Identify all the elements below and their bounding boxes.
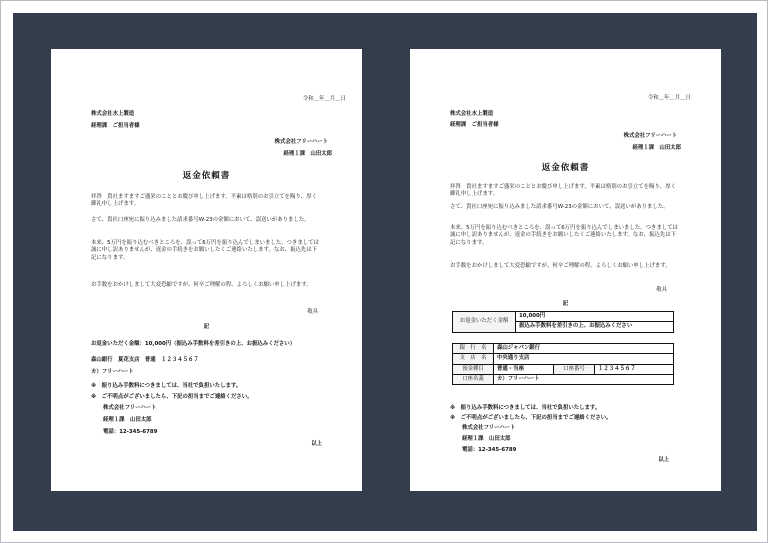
body-paragraph-4: お手数をおかけしまして大変恐縮ですが、何卒ご理解の程、よろしくお願い申し上げます。 bbox=[91, 282, 312, 288]
date: 令和＿年＿月＿日 bbox=[302, 96, 346, 102]
ijou: 以上 bbox=[658, 457, 669, 463]
refund-request-document-left bbox=[51, 49, 362, 491]
bank-name-label: 銀 行 名 bbox=[453, 344, 494, 354]
sender-person: 経理１課 山田太郎 bbox=[632, 145, 681, 151]
bank-name-value: 森山ジャパン銀行 bbox=[494, 344, 674, 354]
note-fee: ※ 振り込み手数料につきましては、当社で負担いたします。 bbox=[450, 405, 601, 411]
ki-heading: 記 bbox=[562, 301, 569, 307]
recipient-company: 株式会社水上製造 bbox=[91, 111, 135, 117]
recipient-person: 経理課 ご担当者様 bbox=[450, 122, 499, 128]
account-holder-label: 口座名義 bbox=[453, 374, 494, 384]
contact-company: 株式会社フリーハート bbox=[103, 405, 157, 411]
bank-line: 森山銀行 夏花支店 普通 １２３４５６７ bbox=[91, 357, 199, 363]
document-title: 返金依頼書 bbox=[182, 171, 231, 181]
note-contact: ※ ご不明点がございましたら、下記の担当までご連絡ください。 bbox=[91, 394, 253, 400]
keigu: 敬具 bbox=[307, 309, 318, 315]
account-number-label: 口座番号 bbox=[553, 364, 594, 374]
body-paragraph-2: さて、貴社口座宛に振り込みました請求番号W-23の金額において、誤送いがありました。 bbox=[450, 204, 669, 210]
contact-person: 経理１課 山田太郎 bbox=[462, 436, 511, 442]
body-paragraph-2: さて、貴社口座宛に振り込みました請求番号W-23の金額において、誤送いがありました。 bbox=[91, 217, 310, 223]
refund-request-document-right bbox=[410, 49, 721, 491]
account-holder-value: カ）フリーハート bbox=[494, 374, 674, 384]
account-type-value: 普通・当座 bbox=[494, 364, 554, 374]
bank-info-table bbox=[452, 343, 674, 385]
amount-line: お返金いただく金額：10,000円（振込み手数料を差引きの上、お振込みください） bbox=[91, 341, 296, 347]
contact-phone: 電話：12-345-6789 bbox=[103, 429, 158, 435]
amount-table bbox=[452, 311, 674, 333]
sender-person: 経理１課 山田太郎 bbox=[283, 151, 332, 157]
branch-name-label: 支 店 名 bbox=[453, 354, 494, 364]
contact-person: 経理１課 山田太郎 bbox=[103, 417, 152, 423]
amount-note: 振込み手数料を差引きの上、お振込みください bbox=[516, 322, 674, 332]
amount-value: 10,000円 bbox=[516, 312, 674, 322]
body-paragraph-1: 拝啓 貴社ますますご盛栄のこととお慶び申し上げます。平素は格別のお引立てを賜り、厚く御礼申し上げます。 bbox=[91, 194, 317, 208]
body-paragraph-3: 本来、5万円を振り込むべきところを、誤って6万円を振り込んでしまいました。つきましては誠に申し訳ありませんが、返金の手続きをお願いしたくご連絡いたします。なお、振込先は下記になります。 bbox=[91, 240, 319, 261]
contact-phone: 電話：12-345-6789 bbox=[462, 447, 517, 453]
account-name: カ）フリーハート bbox=[91, 369, 134, 375]
date: 令和＿年＿月＿日 bbox=[647, 95, 691, 101]
body-paragraph-4: お手数をおかけしまして大変恐縮ですが、何卒ご理解の程、よろしくお願い申し上げます。 bbox=[450, 263, 671, 269]
note-fee: ※ 振り込み手数料につきましては、当社で負担いたします。 bbox=[91, 383, 242, 389]
body-paragraph-1: 拝啓 貴社ますますご盛栄のこととお慶び申し上げます。平素は格別のお引立てを賜り、厚く御礼申し上げます。 bbox=[450, 184, 676, 198]
keigu: 敬具 bbox=[656, 287, 667, 293]
ki-heading: 記 bbox=[203, 324, 210, 330]
sender-company: 株式会社フリーハート bbox=[623, 133, 677, 139]
sender-company: 株式会社フリーハート bbox=[274, 139, 328, 145]
account-type-label: 預金種目 bbox=[453, 364, 494, 374]
document-title: 返金依頼書 bbox=[541, 163, 590, 173]
branch-name-value: 中央通り支店 bbox=[494, 354, 674, 364]
amount-label: お返金いただく金額 bbox=[453, 312, 516, 333]
recipient-person: 経理課 ご担当者様 bbox=[91, 123, 140, 129]
note-contact: ※ ご不明点がございましたら、下記の担当までご連絡ください。 bbox=[450, 415, 612, 421]
body-paragraph-3: 本来、5万円を振り込むべきところを、誤って6万円を振り込んでしまいました。つきましては誠に申し訳ありませんが、返金の手続きをお願いしたくご連絡いたします。なお、振込先は下記になります。 bbox=[450, 225, 678, 246]
ijou: 以上 bbox=[311, 441, 322, 447]
background-panel bbox=[13, 13, 757, 531]
contact-company: 株式会社フリーハート bbox=[462, 425, 516, 431]
recipient-company: 株式会社水上製造 bbox=[450, 111, 494, 117]
account-number-value: １２３４５６７ bbox=[594, 364, 673, 374]
